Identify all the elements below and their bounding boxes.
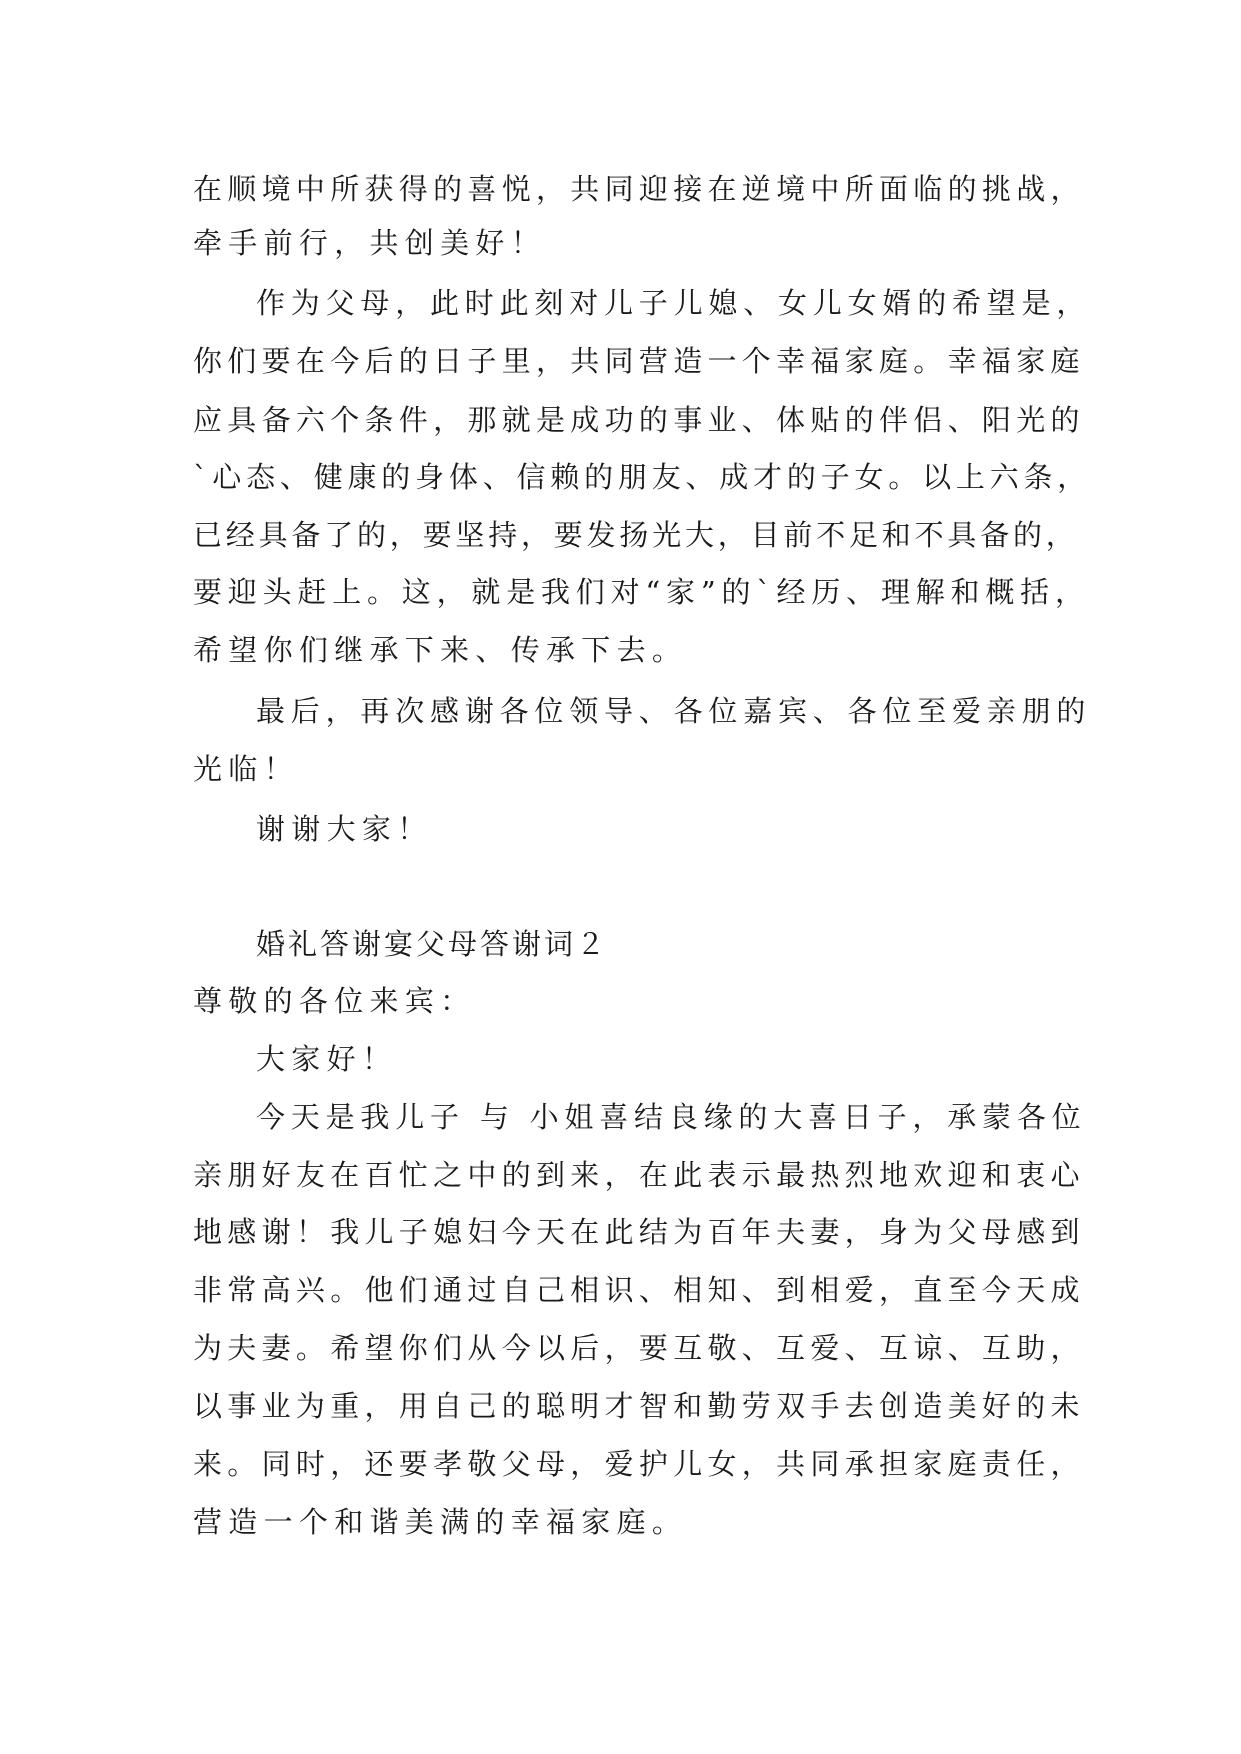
greeting: 大家好！ [256,1042,398,1076]
paragraph-start-line: 作为父母，此时此刻对儿子儿媳、女儿女婿的希望是， [256,286,1092,320]
text-line: 营造一个和谐美满的幸福家庭。 [193,1505,688,1539]
text-line: 应具备六个条件，那就是成功的事业、体贴的伴侣、阳光的 [193,403,1085,437]
text-line: 要迎头赶上。这，就是我们对“家”的`经历、理解和概括， [193,575,1090,609]
text-line: 为夫妻。希望你们从今以后，要互敬、互爱、互谅、互助， [193,1331,1085,1365]
text-line: 希望你们继承下来、传承下去。 [193,633,688,667]
text-line: 你们要在今后的日子里，共同营造一个幸福家庭。幸福家庭 [193,344,1085,378]
closing-line: 谢谢大家！ [256,812,433,846]
text-line: 亲朋好友在百忙之中的到来，在此表示最热烈地欢迎和衷心 [193,1158,1085,1192]
text-line: 地感谢！我儿子媳妇今天在此结为百年夫妻，身为父母感到 [193,1215,1085,1249]
text-line: 已经具备了的，要坚持，要发扬光大，目前不足和不具备的， [193,518,1079,552]
paragraph-start-line: 今天是我儿子 与 小姐喜结良缘的大喜日子，承蒙各位 [256,1100,1087,1134]
paragraph-start-line: 最后，再次感谢各位领导、各位嘉宾、各位至爱亲朋的 [256,694,1092,728]
section-title: 婚礼答谢宴父母答谢词２ [256,927,609,961]
text-line: 以事业为重，用自己的聪明才智和勤劳双手去创造美好的未 [193,1389,1085,1423]
text-line: 来。同时，还要孝敬父母，爱护儿女，共同承担家庭责任， [193,1447,1085,1481]
text-line: 光临！ [193,752,299,786]
salutation: 尊敬的各位来宾： [193,984,476,1018]
text-line: `心态、健康的身体、信赖的朋友、成才的子女。以上六条， [193,460,1092,494]
text-line: 在顺境中所获得的喜悦，共同迎接在逆境中所面临的挑战， [193,172,1085,206]
text-line: 非常高兴。他们通过自己相识、相知、到相爱，直至今天成 [193,1273,1085,1307]
text-line: 牵手前行，共创美好！ [193,226,547,260]
